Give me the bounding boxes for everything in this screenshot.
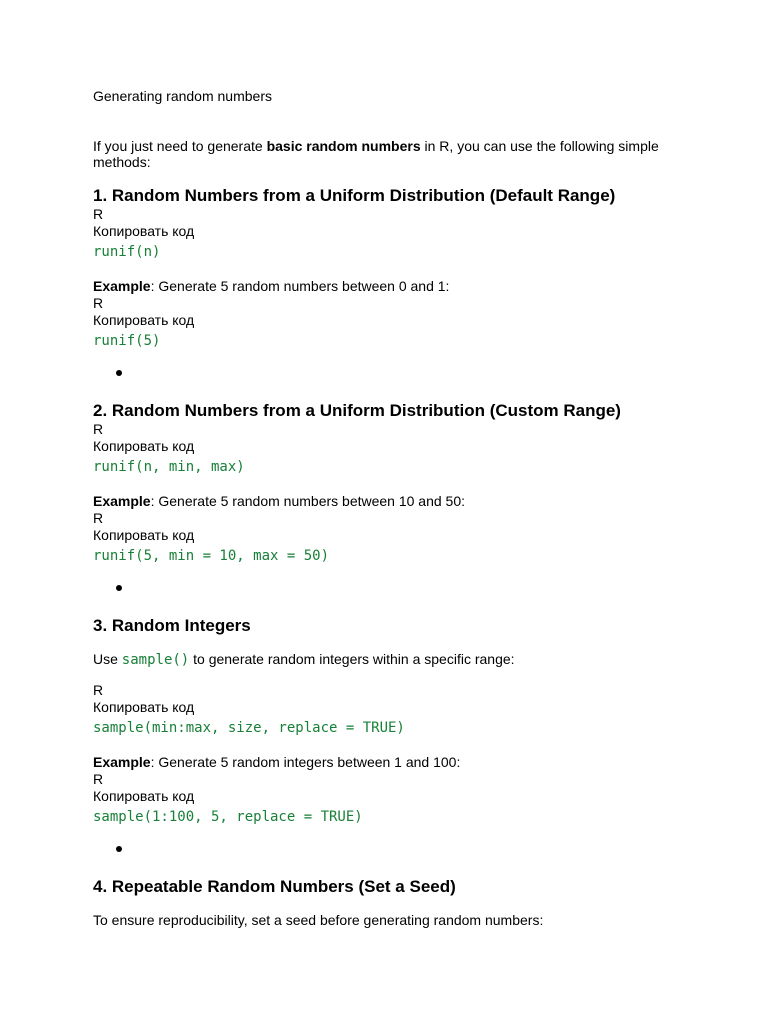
section-4-paragraph: To ensure reproducibility, set a seed before generating random numbers: <box>93 912 544 928</box>
code-block: runif(n) <box>93 244 161 260</box>
code-block: sample(min:max, size, replace = TRUE) <box>93 720 405 736</box>
section-3-paragraph <box>93 651 693 669</box>
empty-list-item <box>93 580 693 600</box>
example-paragraph <box>93 493 693 510</box>
code-language-label: R <box>93 682 104 698</box>
section-4-heading: 4. Repeatable Random Numbers (Set a Seed) <box>93 877 456 896</box>
section-2-heading: 2. Random Numbers from a Uniform Distribution (Custom Range) <box>93 401 621 420</box>
code-block: sample(1:100, 5, replace = TRUE) <box>93 809 363 825</box>
code-language-label: R <box>93 421 104 437</box>
example-label: Example <box>93 493 151 509</box>
para-text-after: to generate random integers within a specific range: <box>189 651 515 667</box>
copy-code-button[interactable]: Копировать код <box>93 312 195 328</box>
bullet-icon <box>116 585 122 591</box>
code-block: runif(n, min, max) <box>93 459 245 475</box>
bullet-icon <box>116 370 122 376</box>
intro-bold-text: basic random numbers <box>266 138 421 154</box>
example-text: : Generate 5 random numbers between 10 and 50: <box>150 493 466 509</box>
empty-list-item <box>93 841 693 861</box>
intro-text-before: If you just need to generate <box>93 138 267 154</box>
empty-list-item <box>93 365 693 385</box>
bullet-icon <box>116 846 122 852</box>
code-language-label: R <box>93 510 104 526</box>
document-title: Generating random numbers <box>93 88 272 104</box>
code-language-label: R <box>93 771 104 787</box>
code-block: runif(5) <box>93 333 161 349</box>
para-text-before: Use <box>93 651 122 667</box>
section-3-heading: 3. Random Integers <box>93 616 251 635</box>
intro-paragraph <box>93 138 693 170</box>
code-block: runif(5, min = 10, max = 50) <box>93 548 330 564</box>
example-text: : Generate 5 random numbers between 0 and 1: <box>150 278 450 294</box>
inline-code: sample() <box>121 652 190 668</box>
example-text: : Generate 5 random integers between 1 and 100: <box>150 754 461 770</box>
section-1-heading: 1. Random Numbers from a Uniform Distribution (Default Range) <box>93 186 616 205</box>
example-label: Example <box>93 754 151 770</box>
code-language-label: R <box>93 206 104 222</box>
example-paragraph <box>93 754 693 771</box>
copy-code-button[interactable]: Копировать код <box>93 699 195 715</box>
copy-code-button[interactable]: Копировать код <box>93 223 195 239</box>
copy-code-button[interactable]: Копировать код <box>93 527 195 543</box>
copy-code-button[interactable]: Копировать код <box>93 438 195 454</box>
intro-text-after: in R, you can use the following simple methods: <box>93 138 659 170</box>
document-page <box>93 88 693 929</box>
code-language-label: R <box>93 295 104 311</box>
copy-code-button[interactable]: Копировать код <box>93 788 195 804</box>
example-label: Example <box>93 278 151 294</box>
example-paragraph <box>93 278 693 295</box>
